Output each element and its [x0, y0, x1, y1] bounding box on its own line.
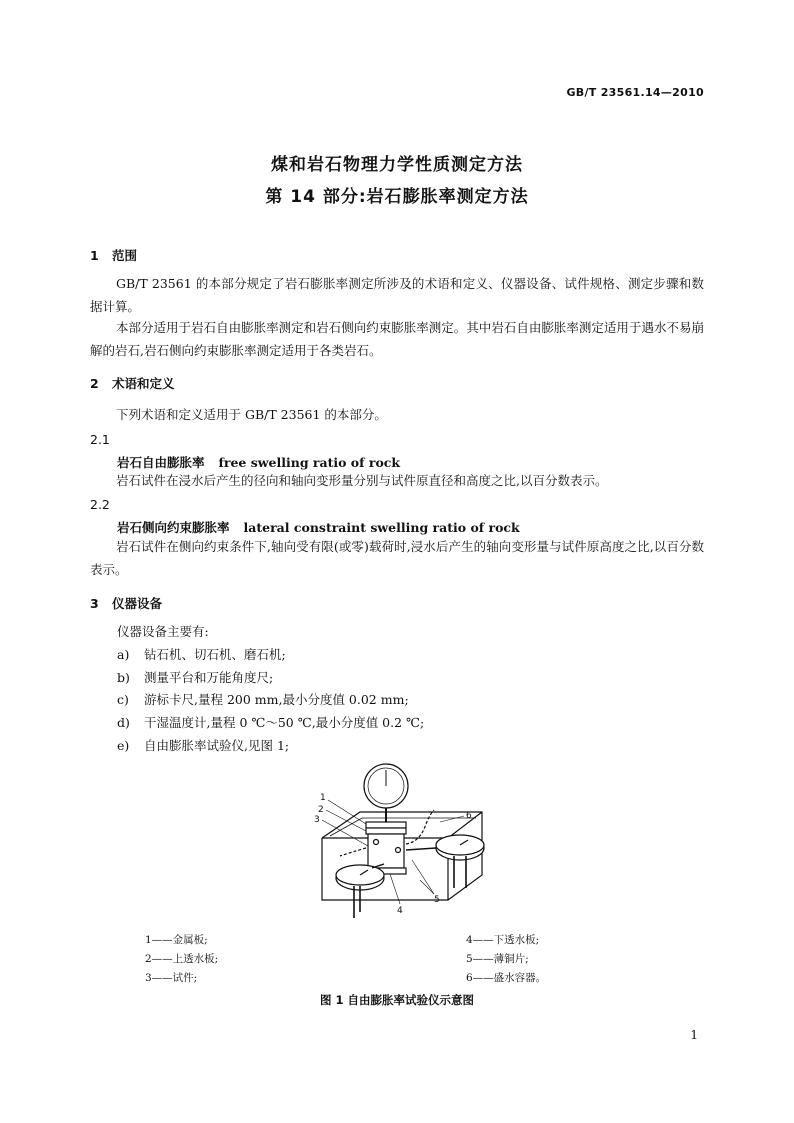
section-title: 仪器设备 — [112, 596, 163, 611]
section-title: 范围 — [112, 248, 138, 263]
page-number: 1 — [690, 1028, 698, 1042]
legend-item: 4——下透水板; — [466, 934, 540, 946]
list-text: 游标卡尺,量程 200 mm,最小分度值 0.02 mm; — [144, 692, 409, 707]
section-3-intro: 仪器设备主要有: — [117, 624, 209, 639]
term-2-2-name — [117, 518, 520, 536]
section-number: 1 — [90, 248, 99, 263]
section-number: 3 — [90, 596, 99, 611]
figure-label-6: 6 — [466, 811, 472, 821]
list-marker: a) — [117, 647, 130, 662]
figure-label-4: 4 — [397, 906, 403, 916]
term-2-2-number: 2.2 — [90, 497, 110, 512]
figure-label-2: 2 — [318, 805, 324, 815]
list-marker: c) — [117, 692, 129, 707]
list-marker: b) — [117, 670, 130, 685]
legend-item: 6——盛水容器。 — [466, 972, 547, 984]
figure-label-5: 5 — [434, 895, 440, 905]
list-marker: d) — [117, 715, 130, 730]
copper-strip — [340, 848, 366, 856]
legend-item: 2——上透水板; — [145, 953, 219, 965]
legend-item: 3——试件; — [145, 972, 198, 984]
section-3-heading — [90, 594, 162, 612]
term-zh: 岩石侧向约束膨胀率 — [117, 520, 230, 535]
term-2-1-number: 2.1 — [90, 432, 110, 447]
section-1-heading — [90, 246, 137, 264]
list-text: 自由膨胀率试验仪,见图 1; — [144, 738, 290, 753]
document-title-line1: 煤和岩石物理力学性质测定方法 — [271, 155, 523, 175]
figure-caption: 图 1 自由膨胀率试验仪示意图 — [319, 993, 474, 1007]
gauge-arm-right — [406, 848, 436, 850]
free-swelling-apparatus-figure — [300, 760, 500, 925]
term-zh: 岩石自由膨胀率 — [117, 455, 205, 470]
section-2-heading — [90, 374, 175, 392]
legend-item: 5——薄铜片; — [466, 953, 529, 965]
metal-plate — [366, 822, 406, 828]
list-item — [117, 713, 424, 731]
term-2-2-definition: 岩石试件在侧向约束条件下,轴向受有限(或零)载荷时,浸水后产生的轴向变形量与试件原高度之比,以百分数表示。 — [90, 539, 704, 577]
standard-number: GB/T 23561.14—2010 — [566, 86, 704, 99]
section-2-intro: 下列术语和定义适用于 GB/T 23561 的本部分。 — [116, 407, 387, 422]
figure-label-1: 1 — [320, 793, 326, 803]
specimen — [368, 834, 404, 868]
figure-label-3: 3 — [314, 815, 320, 825]
list-text: 测量平台和万能角度尺; — [144, 670, 274, 685]
section-1-paragraph-2: 本部分适用于岩石自由膨胀率测定和岩石侧向约束膨胀率测定。其中岩石自由膨胀率测定适用于遇水不易崩解的岩石,岩石侧向约束膨胀率测定适用于各类岩石。 — [90, 320, 704, 358]
term-en: lateral constraint swelling ratio of rock — [243, 520, 520, 535]
term-2-1-definition: 岩石试件在浸水后产生的径向和轴向变形量分别与试件原直径和高度之比,以百分数表示。 — [116, 473, 608, 488]
document-title-line2: 第 14 部分:岩石膨胀率测定方法 — [265, 187, 529, 207]
upper-permeable-plate — [366, 828, 406, 834]
list-text: 干湿温度计,量程 0 ℃～50 ℃,最小分度值 0.2 ℃; — [144, 715, 425, 730]
list-text: 钻石机、切石机、磨石机; — [144, 647, 286, 662]
copper-strip — [406, 810, 434, 844]
section-1-paragraph-1: GB/T 23561 的本部分规定了岩石膨胀率测定所涉及的术语和定义、仪器设备、试件规格、测定步骤和数据计算。 — [90, 276, 704, 314]
section-number: 2 — [90, 376, 99, 391]
term-en: free swelling ratio of rock — [218, 455, 401, 470]
list-marker: e) — [117, 738, 130, 753]
legend-item: 1——金属板; — [145, 934, 208, 946]
list-item — [117, 736, 289, 754]
list-item — [117, 690, 409, 708]
list-item — [117, 668, 273, 686]
section-title: 术语和定义 — [112, 376, 175, 391]
list-item — [117, 645, 286, 663]
